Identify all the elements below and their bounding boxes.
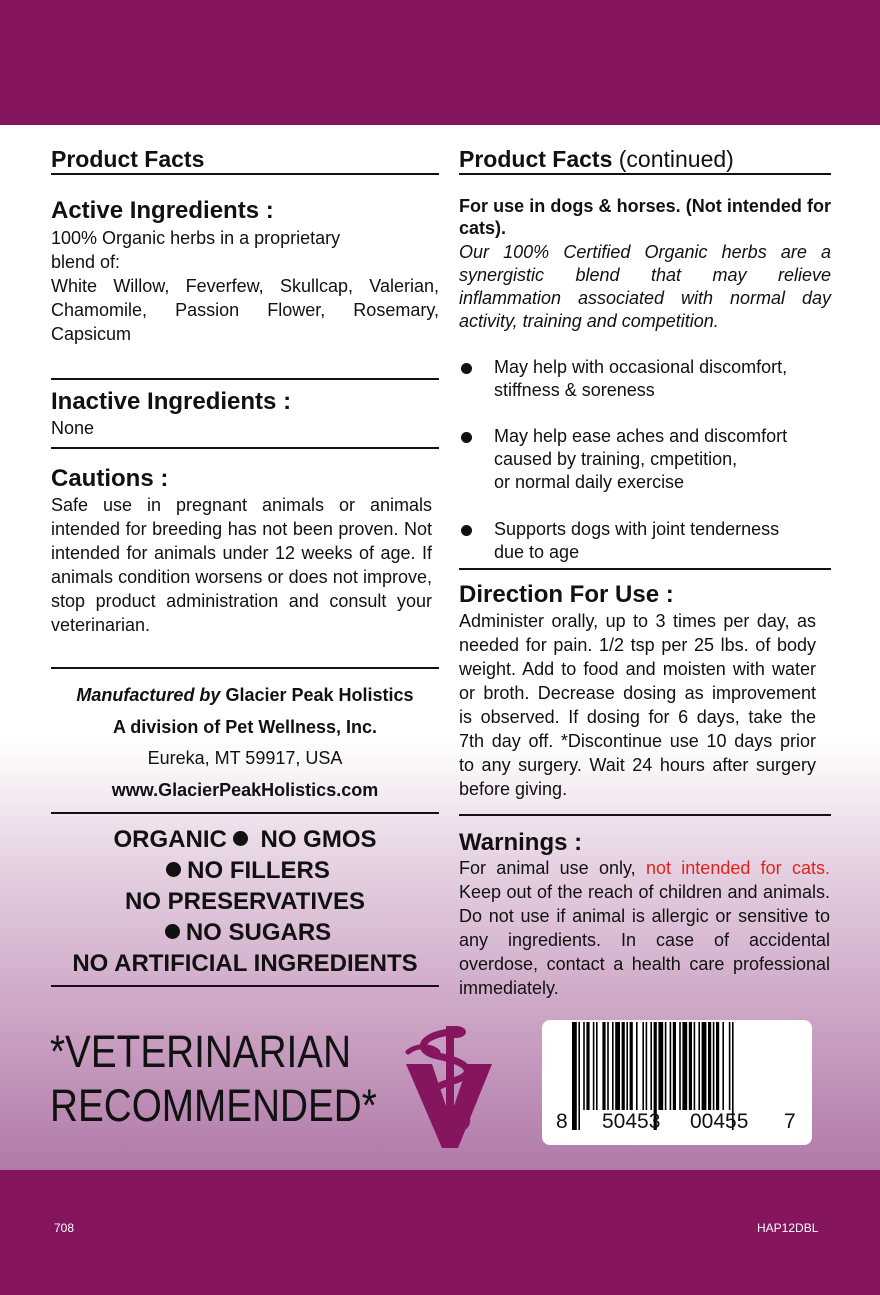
top-brand-band — [0, 0, 880, 125]
barcode-bar — [615, 1022, 620, 1110]
cautions-heading: Cautions : — [51, 465, 169, 492]
right-title-main: Product Facts — [459, 146, 613, 172]
benefit-bullet — [459, 425, 831, 494]
manufacturer-website: www.GlacierPeakHolistics.com — [111, 779, 379, 800]
divider — [51, 667, 439, 669]
manufacturer-name: Glacier Peak Holistics — [225, 685, 414, 705]
barcode-bar — [673, 1022, 676, 1110]
barcode-bar — [622, 1022, 625, 1110]
barcode-bar — [596, 1022, 598, 1110]
barcode-bar — [694, 1022, 696, 1110]
vet-line-1: *VETERINARIAN — [50, 1026, 352, 1077]
warnings-rest: Keep out of the reach of children and animals. Do not use if animal is allergic or sensitive to any ingredients. In case of accidental overdose, contact a health care professional immediately. — [459, 882, 830, 998]
cautions-text: Safe use in pregnant animals or animals intended for breeding has not been proven. Not intended for animals under 12 weeks of age. If animals condition worsens or does not improve, stop product administration and consult your veterinarian. — [51, 495, 432, 635]
active-ingredients-list: White Willow, Feverfew, Skullcap, Valerian, Chamomile, Passion Flower, Rosemary, Capsicum — [51, 276, 439, 344]
bullet-line: May help with occasional discomfort, — [494, 357, 788, 377]
bottom-brand-band — [0, 1170, 880, 1295]
claims-block — [51, 824, 439, 979]
barcode-bar — [679, 1022, 681, 1110]
manufacturer-line — [51, 680, 439, 712]
footer-right-code: HAP12DBL — [757, 1221, 819, 1235]
claim-no-artificial: NO ARTIFICIAL INGREDIENTS — [72, 950, 418, 977]
barcode-bar — [636, 1022, 638, 1110]
barcode-bar — [698, 1022, 700, 1110]
barcode-panel — [542, 1020, 812, 1145]
barcode-bar — [682, 1022, 687, 1110]
barcode-bar — [578, 1022, 580, 1130]
barcode-bar — [665, 1022, 667, 1110]
divider — [51, 812, 439, 814]
claim-organic: ORGANIC — [113, 826, 227, 853]
barcode-bar — [650, 1022, 652, 1110]
barcode-bar — [626, 1022, 628, 1110]
barcode-bar — [607, 1022, 609, 1110]
barcode-bar — [658, 1022, 663, 1110]
bullet-line: or normal daily exercise — [494, 472, 685, 492]
divider — [459, 173, 831, 175]
bullet-line: stiffness & soreness — [494, 380, 655, 400]
benefit-bullet — [459, 356, 831, 402]
divider — [459, 814, 831, 816]
barcode-group-2: 00455 — [690, 1110, 749, 1133]
inactive-ingredients-heading: Inactive Ingredients : — [51, 388, 292, 415]
active-intro-line2: blend of: — [51, 252, 121, 272]
claim-no-preservatives: NO PRESERVATIVES — [124, 888, 366, 915]
footer-left-code: 708 — [54, 1221, 75, 1235]
barcode-bar — [670, 1022, 672, 1110]
left-product-facts-title: Product Facts — [51, 146, 205, 172]
bullet-dot-icon — [461, 363, 472, 374]
claim-no-gmos: NO GMOS — [260, 826, 377, 853]
warnings-prefix: For animal use only, — [459, 858, 636, 878]
bullet-dot-icon — [166, 862, 181, 877]
barcode-bar — [708, 1022, 711, 1110]
divider — [51, 447, 439, 449]
active-ingredients-heading: Active Ingredients : — [51, 197, 274, 224]
right-title-continued: (continued) — [618, 146, 734, 172]
barcode-bar — [602, 1022, 605, 1110]
claim-line-2 — [51, 855, 439, 886]
warnings-highlight: not intended for cats. — [645, 858, 830, 878]
barcode-bar — [630, 1022, 633, 1110]
divider — [459, 568, 831, 570]
directions-text: Administer orally, up to 3 times per day, as needed for pain. 1/2 tsp per 25 lbs. of body weight. Add to food and moisten with water or broth. Decrease dosing as improvement is observed. If dosing for 6 days, take the 7th day off. *Discontinue use 10 days prior to any surgery. Wait 24 hours after surgery before giving. — [459, 611, 816, 799]
bullet-dot-icon — [165, 924, 180, 939]
warnings-text — [459, 856, 830, 1000]
barcode-bar — [716, 1022, 719, 1110]
claim-no-sugars: NO SUGARS — [185, 919, 332, 946]
manufacturer-division: A division of Pet Wellness, Inc. — [112, 716, 378, 737]
veterinary-caduceus-v-icon — [398, 1022, 498, 1154]
vet-recommended-text — [50, 1025, 377, 1133]
bullet-line: due to age — [494, 542, 580, 562]
barcode-bar — [689, 1022, 692, 1110]
barcode-check-digit: 7 — [784, 1110, 796, 1133]
benefit-bullet — [459, 518, 831, 564]
upc-barcode — [542, 1020, 812, 1145]
barcode-bar — [593, 1022, 595, 1110]
barcode-group-1: 50453 — [602, 1110, 661, 1133]
manufacturer-block — [51, 680, 439, 806]
divider — [51, 173, 439, 175]
bullet-line: caused by training, cmpetition, — [494, 449, 738, 469]
barcode-bar — [583, 1022, 585, 1110]
right-product-facts-title — [459, 146, 831, 173]
bullet-line: May help ease aches and discomfort — [494, 426, 788, 446]
claim-no-fillers: NO FILLERS — [187, 857, 330, 884]
claim-line-4 — [51, 917, 439, 948]
barcode-bar — [702, 1022, 707, 1110]
manufactured-by-label: Manufactured by — [76, 685, 221, 705]
barcode-bar — [722, 1022, 724, 1110]
bullet-dot-icon — [461, 432, 472, 443]
active-ingredients-intro — [51, 226, 439, 274]
manufacturer-address: Eureka, MT 59917, USA — [147, 748, 343, 768]
inactive-ingredients-value: None — [51, 418, 95, 438]
bullet-line: Supports dogs with joint tenderness — [494, 519, 780, 539]
bullet-dot-icon — [461, 525, 472, 536]
divider — [51, 378, 439, 380]
use-in-statement: For use in dogs & horses. (Not intended for cats). — [459, 196, 831, 238]
barcode-bar — [646, 1022, 648, 1110]
warnings-heading: Warnings : — [459, 829, 583, 856]
barcode-bar — [642, 1022, 644, 1110]
claim-line-1 — [51, 824, 439, 855]
divider — [51, 985, 439, 987]
barcode-left-digit: 8 — [556, 1110, 568, 1133]
vet-line-2: RECOMMENDED* — [50, 1080, 377, 1131]
barcode-bar — [713, 1022, 715, 1110]
barcode-bar — [729, 1022, 731, 1110]
active-intro-line1: 100% Organic herbs in a proprietary — [51, 228, 341, 248]
barcode-bar — [586, 1022, 589, 1110]
bullet-dot-icon — [233, 831, 248, 846]
intro-text: Our 100% Certified Organic herbs are a synergistic blend that may relieve inflammation associated with normal day activity, training and competition. — [459, 242, 831, 331]
barcode-bar — [612, 1022, 614, 1110]
directions-heading: Direction For Use : — [459, 581, 674, 608]
barcode-bar — [572, 1022, 577, 1130]
